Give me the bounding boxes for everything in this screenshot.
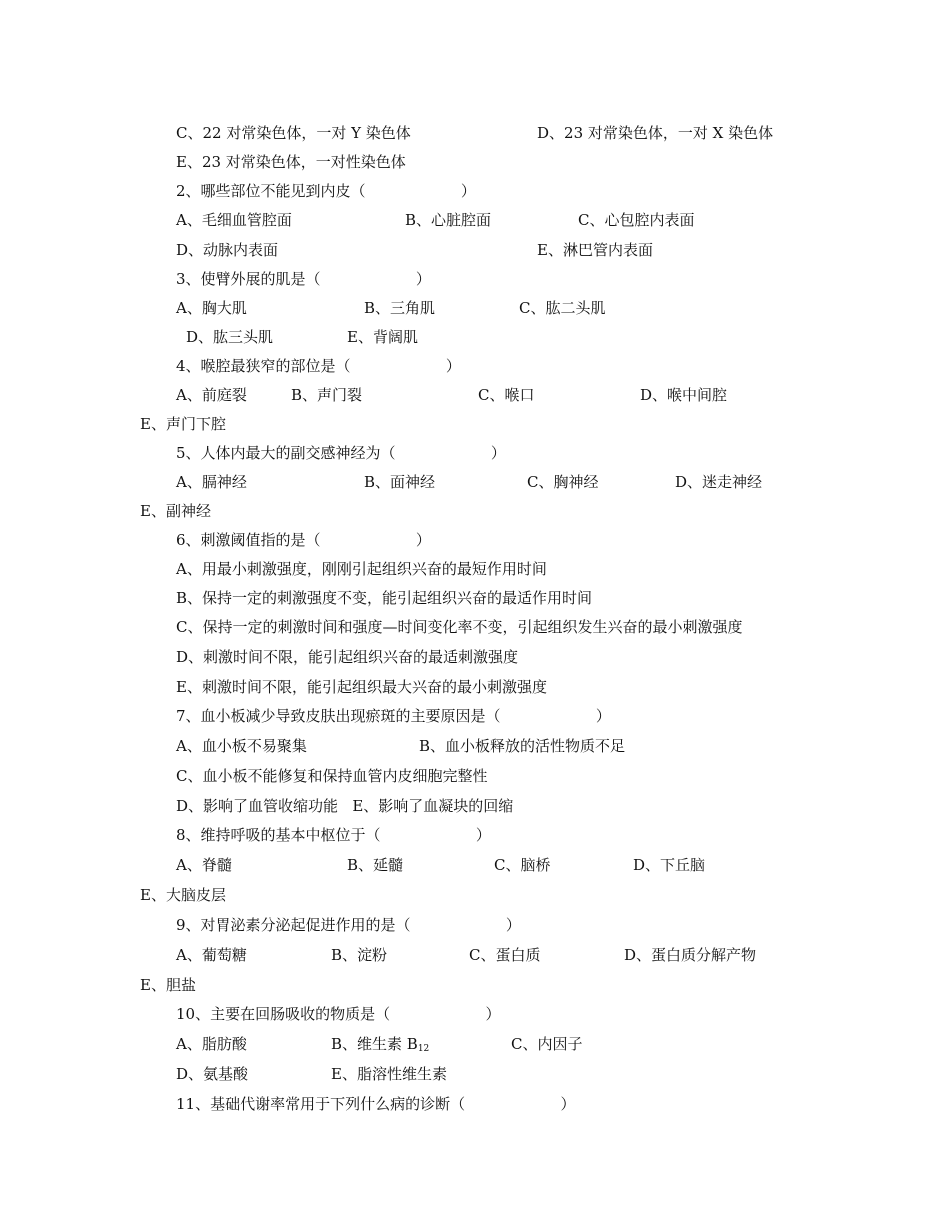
option-a: A、胸大肌 — [176, 299, 247, 317]
option-b: B、延髓 — [347, 856, 404, 874]
question-10: 10、主要在回肠吸收的物质是（ ） — [176, 1005, 501, 1023]
option-a: A、毛细血管腔面 — [176, 211, 292, 229]
question-5: 5、人体内最大的副交感神经为（ ） — [176, 444, 506, 462]
question-9: 9、对胃泌素分泌起促进作用的是（ ） — [176, 916, 521, 934]
option-e: E、副神经 — [140, 502, 211, 520]
option-e: E、大脑皮层 — [140, 886, 226, 904]
question-8: 8、维持呼吸的基本中枢位于（ ） — [176, 826, 491, 844]
option-c: C、蛋白质 — [469, 946, 541, 964]
option-d: D、刺激时间不限，能引起组织兴奋的最适刺激强度 — [176, 648, 519, 666]
option-d: D、氨基酸 — [176, 1065, 249, 1083]
option-e: E、背阔肌 — [347, 328, 418, 346]
option-d: D、蛋白质分解产物 — [624, 946, 757, 964]
option-e: E、胆盐 — [140, 976, 196, 994]
question-3: 3、使臂外展的肌是（ ） — [176, 270, 431, 288]
option-d: D、动脉内表面 — [176, 241, 279, 259]
subscript-12: 12 — [417, 1044, 430, 1054]
option-c: C、肱二头肌 — [519, 299, 606, 317]
question-7: 7、血小板减少导致皮肤出现瘀斑的主要原因是（ ） — [176, 707, 611, 725]
option-b: B、面神经 — [364, 473, 436, 491]
option-b: B、声门裂 — [291, 386, 363, 404]
option-a: A、用最小刺激强度，刚刚引起组织兴奋的最短作用时间 — [176, 560, 547, 578]
option-e: E、脂溶性维生素 — [331, 1065, 447, 1083]
option-d: D、喉中间腔 — [640, 386, 728, 404]
option-a: A、膈神经 — [176, 473, 247, 491]
option-e-line: E、23 对常染色体，一对性染色体 — [176, 153, 406, 171]
option-d: D、迷走神经 — [675, 473, 763, 491]
option-c-line: C、22 对常染色体，一对 Y 染色体 — [176, 124, 411, 142]
option-b — [331, 1035, 429, 1053]
option-b-text: B、维生素 B — [331, 1035, 418, 1053]
question-11: 11、基础代谢率常用于下列什么病的诊断（ ） — [176, 1095, 576, 1113]
option-c: C、保持一定的刺激时间和强度—时间变化率不变，引起组织发生兴奋的最小刺激强度 — [176, 618, 743, 636]
option-a: A、葡萄糖 — [176, 946, 247, 964]
option-a: A、前庭裂 — [176, 386, 247, 404]
option-a: A、脂肪酸 — [176, 1035, 247, 1053]
options-d-e: D、影响了血管收缩功能 E、影响了血凝块的回缩 — [176, 797, 514, 815]
option-c: C、脑桥 — [494, 856, 551, 874]
question-2: 2、哪些部位不能见到内皮（ ） — [176, 182, 476, 200]
option-d-line: D、23 对常染色体，一对 X 染色体 — [537, 124, 774, 142]
option-b: B、三角肌 — [364, 299, 436, 317]
option-c: C、内因子 — [511, 1035, 583, 1053]
option-b: B、心脏腔面 — [405, 211, 492, 229]
option-d: D、下丘脑 — [633, 856, 706, 874]
option-a: A、血小板不易聚集 — [176, 737, 307, 755]
option-b: B、淀粉 — [331, 946, 388, 964]
option-c: C、心包腔内表面 — [578, 211, 695, 229]
option-a: A、脊髓 — [176, 856, 232, 874]
option-e: E、刺激时间不限，能引起组织最大兴奋的最小刺激强度 — [176, 678, 547, 696]
option-b: B、保持一定的刺激强度不变，能引起组织兴奋的最适作用时间 — [176, 589, 593, 607]
question-6: 6、刺激阈值指的是（ ） — [176, 531, 431, 549]
option-b: B、血小板释放的活性物质不足 — [419, 737, 626, 755]
option-e: E、声门下腔 — [140, 415, 226, 433]
option-d: D、肱三头肌 — [186, 328, 274, 346]
option-e: E、淋巴管内表面 — [537, 241, 653, 259]
option-c: C、胸神经 — [527, 473, 599, 491]
question-4: 4、喉腔最狭窄的部位是（ ） — [176, 357, 461, 375]
option-c: C、血小板不能修复和保持血管内皮细胞完整性 — [176, 767, 488, 785]
option-c: C、喉口 — [478, 386, 535, 404]
